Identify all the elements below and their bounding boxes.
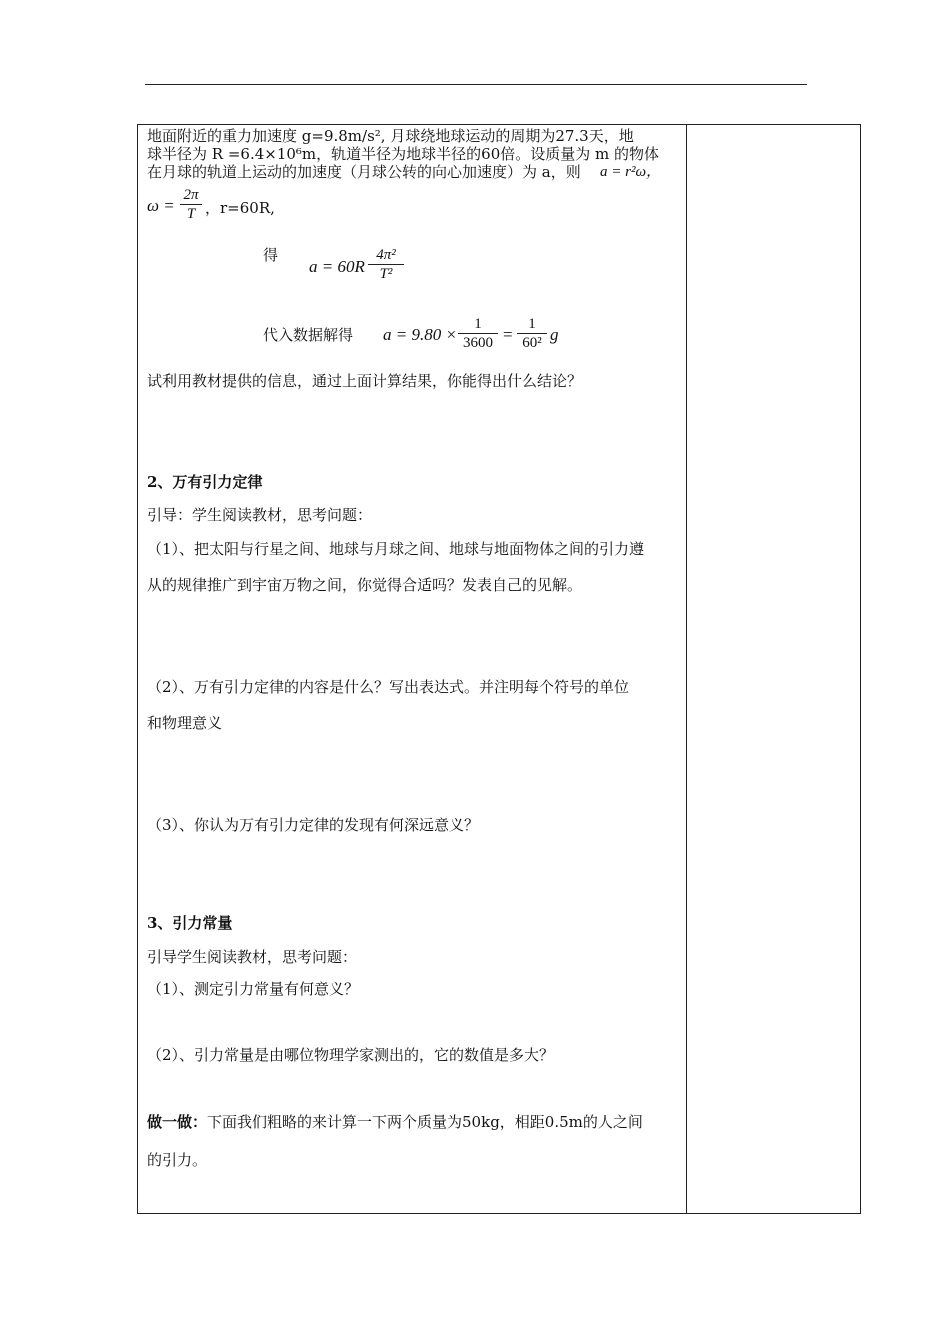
question-c2: （2）、引力常量是由哪位物理学家测出的，它的数值是多大？ <box>147 1046 555 1064</box>
exercise-line-2: 的引力。 <box>147 1151 208 1169</box>
guide-line: 引导学生阅读教材，思考问题： <box>147 948 358 966</box>
header-rule <box>145 84 807 85</box>
fraction-1-over-3600 <box>458 315 498 352</box>
question-c1: （1）、测定引力常量有何意义？ <box>147 980 360 998</box>
question-2-line-1: （2）、万有引力定律的内容是什么？写出表达式。并注明每个符号的单位 <box>147 678 630 696</box>
text-line: 在月球的轨道上运动的加速度（月球公转的向心加速度）为 a，则 <box>147 163 581 181</box>
equation-a-60R: a = 60R <box>309 257 365 276</box>
question-1-line-2: 从的规律推广到宇宙万物之间，你觉得合适吗？发表自己的见解。 <box>147 576 583 594</box>
fraction-4pi2-over-T2 <box>368 246 404 283</box>
exercise-line-1 <box>147 1112 643 1132</box>
numerator: 2π <box>183 187 199 203</box>
exercise-label: 做一做： <box>147 1113 208 1131</box>
text-line: 球半径为 R =6.4×10⁶m，轨道半径为地球半径的60倍。设质量为 m 的物体 <box>147 145 659 163</box>
text-de: 得 <box>263 246 279 264</box>
question-1-line-1: （1）、把太阳与行星之间、地球与月球之间、地球与地面物体之间的引力遵 <box>147 540 645 558</box>
denominator: 60² <box>522 335 542 351</box>
denominator: T² <box>379 266 393 282</box>
symbol-g: g <box>550 325 559 344</box>
equation-omega: ω = <box>147 196 175 215</box>
section-heading-2: 2、万有引力定律 <box>147 473 263 491</box>
equation-a-r2-omega: a = r²ω， <box>600 164 662 180</box>
text-daru: 代入数据解得 <box>263 326 354 344</box>
section-heading-3: 3、引力常量 <box>147 914 233 932</box>
question-3: （3）、你认为万有引力定律的发现有何深远意义？ <box>147 816 480 834</box>
table-column-divider <box>686 124 687 1214</box>
numerator: 1 <box>528 316 536 332</box>
fraction-1-over-60sq <box>517 315 547 352</box>
denominator: T <box>186 206 196 222</box>
numerator: 4π² <box>376 247 396 263</box>
equals-sign: = <box>503 325 513 344</box>
text-line: 地面附近的重力加速度 g=9.8m/s², 月球绕地球运动的周期为27.3天，地 <box>147 127 634 145</box>
text-r-60R: ，r=60R, <box>205 199 275 217</box>
question-2-line-2: 和物理意义 <box>147 714 223 732</box>
question-conclusion: 试利用教材提供的信息，通过上面计算结果，你能得出什么结论？ <box>147 372 583 390</box>
denominator: 3600 <box>463 335 493 351</box>
fraction-2pi-over-T <box>180 186 202 223</box>
exercise-text: 下面我们粗略的来计算一下两个质量为50kg，相距0.5m的人之间 <box>207 1113 643 1131</box>
guide-line: 引导：学生阅读教材，思考问题： <box>147 506 373 524</box>
equation-a-980: a = 9.80 × <box>383 325 457 344</box>
numerator: 1 <box>474 316 482 332</box>
